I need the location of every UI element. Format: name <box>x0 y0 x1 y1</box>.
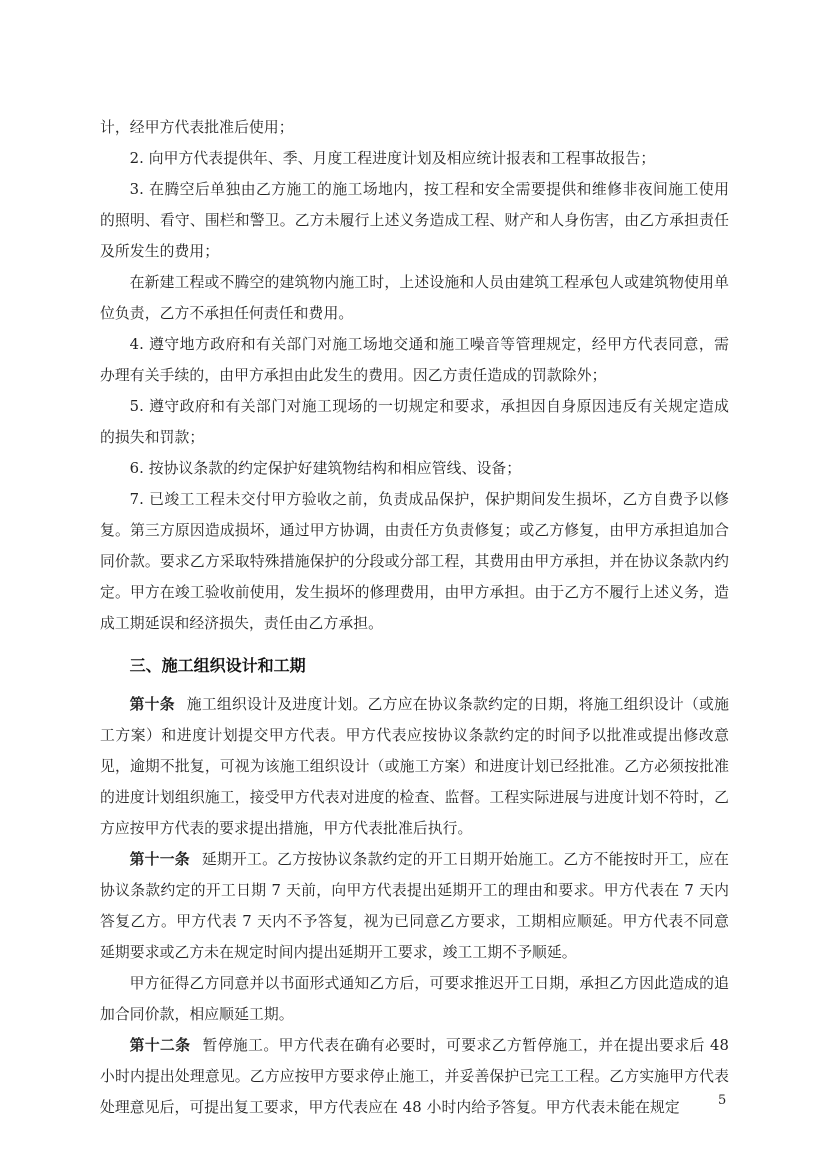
article-10-text: 施工组织设计及进度计划。乙方应在协议条款约定的日期，将施工组织设计（或施工方案）和进度计划提交甲方代表。甲方代表应按协议条款约定的时间予以批准或提出修改意见，逾期不批复，可视为该施工组织设计（或施工方案）和进度计划已经批准。乙方必须按批准的进度计划组织施工，接受甲方代表对进度的检查、监督。工程实际进展与进度计划不符时，乙方应按甲方代表的要求提出措施，甲方代表批准后执行。 <box>100 696 729 837</box>
page-number: 5 <box>718 1093 727 1108</box>
paragraph-item-4: 4. 遵守地方政府和有关部门对施工场地交通和施工噪音等管理规定，经甲方代表同意，需办理有关手续的，由甲方承担由此发生的费用。因乙方责任造成的罚款除外； <box>100 336 729 384</box>
article-10-label: 第十条 <box>129 696 175 713</box>
article-10 <box>100 689 729 844</box>
paragraph-item-2: 2. 向甲方代表提供年、季、月度工程进度计划及相应统计报表和工程事故报告； <box>129 150 656 167</box>
paragraph-item-5: 5. 遵守政府和有关部门对施工现场的一切规定和要求，承担因自身原因违反有关规定造成的损失和罚款； <box>100 398 729 446</box>
article-11-label: 第十一条 <box>129 851 190 868</box>
article-11 <box>100 844 729 968</box>
article-12-text: 暂停施工。甲方代表在确有必要时，可要求乙方暂停施工，并在提出要求后 48 小时内提出处理意见。乙方应按甲方要求停止施工，并妥善保护已完工工程。乙方实施甲方代表处理意见后，可提出复工要求，甲方代表应在 48 小时内给予答复。甲方代表未能在规定 <box>100 1037 729 1116</box>
document-body <box>100 112 729 1123</box>
paragraph-item-6: 6. 按协议条款的约定保护好建筑物结构和相应管线、设备； <box>129 460 522 477</box>
paragraph-item-7: 7. 已竣工工程未交付甲方验收之前，负责成品保护，保护期间发生损坏，乙方自费予以修复。第三方原因造成损坏，通过甲方协调，由责任方负责修复；或乙方修复，由甲方承担追加合同价款。要求乙方采取特殊措施保护的分段或分部工程，其费用由甲方承担，并在协议条款内约定。甲方在竣工验收前使用，发生损坏的修理费用，由甲方承担。由于乙方不履行上述义务，造成工期延误和经济损失，责任由乙方承担。 <box>100 491 729 632</box>
paragraph-item-3: 3. 在腾空后单独由乙方施工的施工场地内，按工程和安全需要提供和维修非夜间施工使用的照明、看守、围栏和警卫。乙方未履行上述义务造成工程、财产和人身伤害，由乙方承担责任及所发生的费用； <box>100 181 729 260</box>
article-12-label: 第十二条 <box>129 1037 191 1054</box>
section-heading: 三、施工组织设计和工期 <box>129 656 306 675</box>
article-11-text: 延期开工。乙方按协议条款约定的开工日期开始施工。乙方不能按时开工，应在协议条款约定的开工日期 7 天前，向甲方代表提出延期开工的理由和要求。甲方代表在 7 天内答复乙方。甲方代表 7 天内不予答复，视为已同意乙方要求，工期相应顺延。甲方代表不同意延期要求或乙方未在规定时间内提出延期开工要求，竣工工期不予顺延。 <box>100 851 729 961</box>
paragraph-continuation: 计，经甲方代表批准后使用； <box>100 119 294 136</box>
article-11-extra: 甲方征得乙方同意并以书面形式通知乙方后，可要求推迟开工日期，承担乙方因此造成的追加合同价款，相应顺延工期。 <box>100 975 729 1023</box>
article-12 <box>100 1030 729 1123</box>
paragraph-new-building: 在新建工程或不腾空的建筑物内施工时，上述设施和人员由建筑工程承包人或建筑物使用单位负责，乙方不承担任何责任和费用。 <box>100 274 729 322</box>
